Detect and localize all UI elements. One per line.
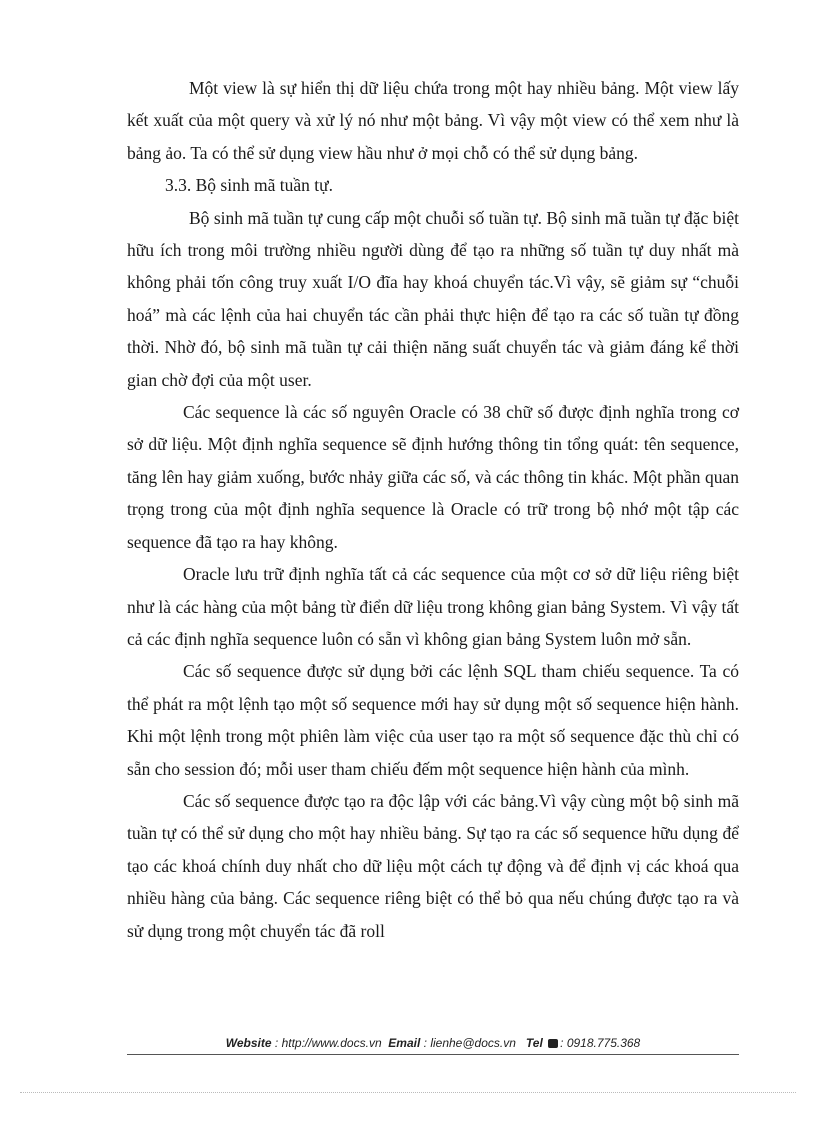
email-label: Email	[388, 1036, 421, 1050]
footer-divider	[127, 1054, 739, 1055]
section-heading: 3.3. Bộ sinh mã tuần tự.	[165, 175, 333, 196]
phone-icon	[548, 1039, 558, 1048]
tel-label: Tel	[525, 1036, 543, 1050]
website-label: Website	[225, 1036, 272, 1050]
website-link[interactable]: : http://www.docs.vn	[274, 1036, 382, 1050]
paragraph-oracle-storage: Oracle lưu trữ định nghĩa tất cả các sequence của một cơ sở dữ liệu riêng biệt như là các hàng của một bảng từ điển dữ liệu trong không gian bảng System. Vì vậy tất cả các định nghĩa sequence luôn có sẵn vì không gian bảng System luôn mở sẵn.	[127, 564, 739, 649]
email-link[interactable]: : lienhe@docs.vn	[423, 1036, 516, 1050]
page-bottom-divider	[20, 1092, 796, 1093]
paragraph-sql-usage: Các số sequence được sử dụng bởi các lệnh SQL tham chiếu sequence. Ta có thể phát ra một lệnh tạo một số sequence mới hay sử dụng một số sequence hiện hành. Khi một lệnh trong một phiên làm việc của user tạo ra một số sequence đặc thù chỉ có sẵn cho session đó; mỗi user tham chiếu đếm một sequence hiện hành của mình.	[127, 661, 739, 779]
paragraph-sequence-generator: Bộ sinh mã tuần tự cung cấp một chuỗi số tuần tự. Bộ sinh mã tuần tự đặc biệt hữu ích trong môi trường nhiều người dùng để tạo ra những số tuần tự duy nhất mà không phải tốn công truy xuất I/O đĩa hay khoá chuyển tác.Vì vậy, sẽ giảm sự “chuỗi hoá” mà các lệnh của hai chuyển tác cần phải thực hiện để tạo ra các số tuần tự đồng thời. Nhờ đó, bộ sinh mã tuần tự cải thiện năng suất chuyển tác và giảm đáng kể thời gian chờ đợi của một user.	[127, 207, 739, 390]
tel-value: : 0918.775.368	[560, 1036, 641, 1050]
paragraph-view-definition: Một view là sự hiển thị dữ liệu chứa trong một hay nhiều bảng. Một view lấy kết xuất của một query và xử lý nó như một bảng. Vì vậy một view có thể xem như là bảng ảo. Ta có thể sử dụng view hầu như ở mọi chỗ có thể sử dụng bảng.	[127, 78, 739, 163]
body-text	[127, 72, 739, 947]
page-footer	[127, 1036, 739, 1050]
paragraph-sequence-integers: Các sequence là các số nguyên Oracle có 38 chữ số được định nghĩa trong cơ sở dữ liệu. Một định nghĩa sequence sẽ định hướng thông tin tổng quát: tên sequence, tăng lên hay giảm xuống, bước nhảy giữa các số, và các thông tin khác. Một phần quan trọng trong của một định nghĩa sequence là Oracle có trữ trong bộ nhớ một tập các sequence đã tạo ra hay không.	[127, 402, 739, 552]
paragraph-independent-tables: Các số sequence được tạo ra độc lập với các bảng.Vì vậy cùng một bộ sinh mã tuần tự có thể sử dụng cho một hay nhiều bảng. Sự tạo ra các số sequence hữu dụng để tạo các khoá chính duy nhất cho dữ liệu một cách tự động và để định vị các khoá qua nhiều hàng của bảng. Các sequence riêng biệt có thể bỏ qua nếu chúng được tạo ra và sử dụng trong một chuyển tác đã roll	[127, 790, 739, 941]
